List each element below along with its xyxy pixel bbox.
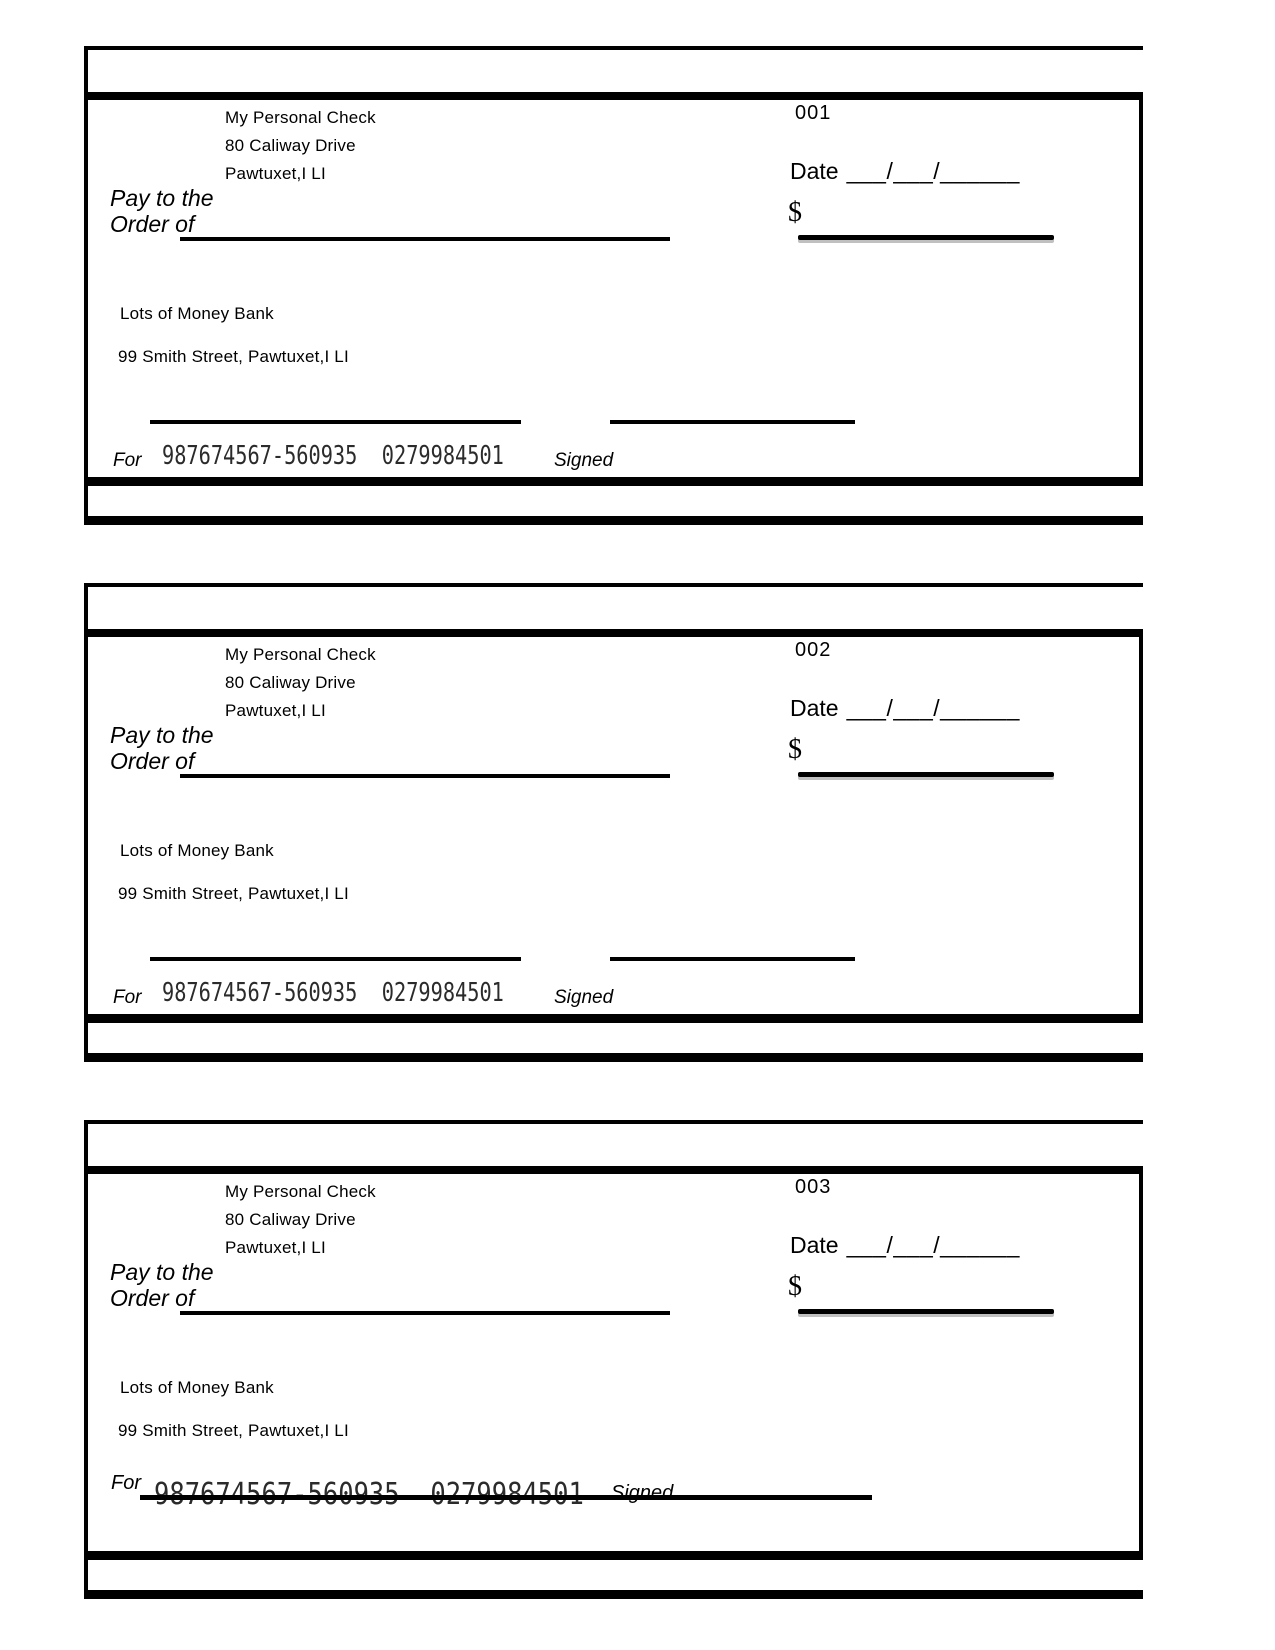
payer-address-block	[225, 641, 376, 725]
signed-label: Signed	[554, 450, 614, 471]
pay-to-line2: Order of	[110, 748, 195, 774]
signature-blank-line	[610, 957, 855, 961]
amount-blank-line	[798, 1309, 1054, 1314]
payee-blank-line	[180, 774, 670, 778]
payer-name: My Personal Check	[225, 1182, 376, 1201]
pay-to-the-order-of-label	[110, 722, 214, 774]
date-row	[790, 695, 1020, 722]
date-label: Date	[790, 1232, 839, 1258]
micr-routing-account-numbers: 987674567-560935 0279984501	[162, 441, 504, 471]
for-label: For	[113, 450, 142, 471]
amount-in-words-blank-line	[150, 957, 521, 961]
pay-to-line1: Pay to the	[110, 1259, 214, 1285]
pay-to-the-order-of-label	[110, 185, 214, 237]
date-blank-field: ___/___/______	[846, 158, 1020, 184]
check-number: 002	[795, 639, 832, 661]
signed-label: Signed	[554, 987, 614, 1008]
for-label: For	[113, 987, 142, 1008]
bank-address: 99 Smith Street, Pawtuxet,I LI	[118, 347, 349, 366]
date-row	[790, 158, 1020, 185]
dollar-sign: $	[788, 1271, 802, 1302]
payer-address-line2: Pawtuxet,I LI	[225, 164, 326, 183]
bank-address: 99 Smith Street, Pawtuxet,I LI	[118, 1421, 349, 1440]
signed-label: Signed	[611, 1482, 674, 1504]
check-003	[84, 1120, 1143, 1599]
payer-address-line1: 80 Caliway Drive	[225, 1210, 356, 1229]
date-blank-field: ___/___/______	[846, 1232, 1020, 1258]
payer-address-block	[225, 1178, 376, 1262]
payee-blank-line	[180, 1311, 670, 1315]
payer-address-line2: Pawtuxet,I LI	[225, 1238, 326, 1257]
pay-to-line1: Pay to the	[110, 185, 214, 211]
dollar-sign: $	[788, 734, 802, 765]
for-label: For	[111, 1472, 141, 1494]
pay-to-line2: Order of	[110, 211, 195, 237]
for-and-signature-rule-line	[140, 1495, 872, 1500]
amount-blank-line	[798, 235, 1054, 240]
bank-name: Lots of Money Bank	[120, 1378, 274, 1397]
check-002	[84, 583, 1143, 1062]
payee-blank-line	[180, 237, 670, 241]
payer-address-line1: 80 Caliway Drive	[225, 673, 356, 692]
bank-name: Lots of Money Bank	[120, 841, 274, 860]
date-label: Date	[790, 695, 839, 721]
check-number: 003	[795, 1176, 832, 1198]
date-row	[790, 1232, 1020, 1259]
pay-to-line1: Pay to the	[110, 722, 214, 748]
signature-blank-line	[610, 420, 855, 424]
amount-in-words-blank-line	[150, 420, 521, 424]
check-number: 001	[795, 102, 832, 124]
check-001	[84, 46, 1143, 525]
micr-routing-account-numbers: 987674567-560935 0279984501	[162, 978, 504, 1008]
date-blank-field: ___/___/______	[846, 695, 1020, 721]
payer-address-line2: Pawtuxet,I LI	[225, 701, 326, 720]
amount-blank-line	[798, 772, 1054, 777]
bank-address: 99 Smith Street, Pawtuxet,I LI	[118, 884, 349, 903]
dollar-sign: $	[788, 197, 802, 228]
payer-address-block	[225, 104, 376, 188]
payer-address-line1: 80 Caliway Drive	[225, 136, 356, 155]
payer-name: My Personal Check	[225, 108, 376, 127]
payer-name: My Personal Check	[225, 645, 376, 664]
date-label: Date	[790, 158, 839, 184]
pay-to-the-order-of-label	[110, 1259, 214, 1311]
pay-to-line2: Order of	[110, 1285, 195, 1311]
bank-name: Lots of Money Bank	[120, 304, 274, 323]
